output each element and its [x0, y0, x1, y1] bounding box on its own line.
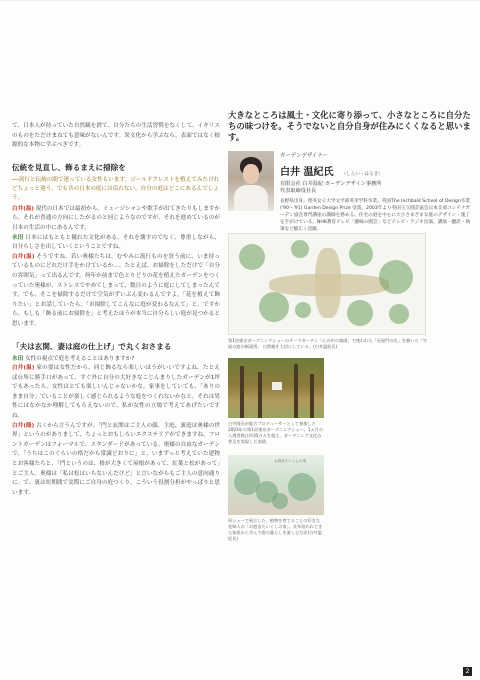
intro-paragraph: て、日本人が持っていた自然観を捨て、自分たちの生活習慣をなくして、イギリスのものをただけまねても意味がないんです。異文化から学ぶなら、表面ではなく根源的な本物に学ぶべきです。 — [12, 123, 220, 149]
company-title: 代表取締役社長 — [280, 188, 317, 195]
speech-paragraph — [12, 422, 220, 499]
watercolor-shrub — [272, 493, 288, 509]
watercolor-caption: 同ショーで展示した、植物を育てることの好きな老婦人の「お庭またいくしの家」。長年培われてきた知恵から学んで庭の暮らしを楽しむ方法(白井温紀氏) — [228, 518, 323, 541]
pull-quote-headline: 大きなところは風土・文化に寄り添って、小さなところに自分たちの味つけを。そうでないと自分自身が住みにくくなると思います。 — [228, 110, 471, 142]
park-caption: 白井隆氏が総合プロデューサーとして参加した2003年の第1回東京ガーデニングショー。1ヵ月の入場者数は約35万人を超え、ガーデニング文化の普及を実現した実績。 — [228, 421, 324, 444]
park-photo — [228, 358, 324, 418]
speech-paragraph — [12, 355, 220, 365]
speech-text: 現代の日本では最初から、ミュージシャンや歌手が出てきたりもしますから、それが普通の方向にしたがるのと同じようなのですが、それを進めているのが日本の生活の中にあるんです。 — [12, 205, 220, 231]
speaker-label: 永田 — [12, 234, 24, 241]
profile-company — [280, 181, 470, 196]
park-tree-trunk — [258, 372, 262, 418]
park-tree-trunk — [240, 366, 244, 418]
section-heading-tradition: 伝統を見直し、飾るまえに掃除を — [12, 162, 126, 172]
profile-bio: 長野県出身。豊英女子大学文学部英米学科卒業。英国The Inchbald School of Design卒業('90〜'91) Garden Design Prize 受賞。2003年より英国王立園芸協会日本支部コンテナガーデン協会専門講座の講師を務める。住宅の庭を中心に大小さまざまな庭のデザイン・施工を手がけている。NHK教育テレビ「趣味の園芸」などテレビ・ラジオ出演、講演・翻訳・執筆など幅広く活躍。 — [280, 198, 470, 232]
speaker-label: 白井(隆) — [12, 422, 35, 429]
garden-plan-illustration — [228, 233, 426, 335]
section-heading-roles: 「夫は玄関、妻は庭の仕上げ」で丸くおさまる — [12, 341, 172, 351]
park-sign — [272, 382, 282, 390]
designer-profile — [228, 151, 472, 232]
portrait-body — [234, 185, 268, 211]
plan-caption: 第1回東京ガーデニングショーのテーマガーデン「心の中の楽園」で使われた「長屋門の先」を描いた「竹屋の庭の断面図」 自然観を大切にしている。(白井温紀氏) — [228, 338, 428, 349]
profile-kana: （しらい・はるき） — [341, 172, 383, 177]
portrait-face — [243, 164, 259, 184]
speech-paragraph — [12, 364, 220, 422]
speaker-label: 永田 — [12, 355, 24, 362]
speech-paragraph — [12, 253, 220, 330]
section-lead: ──流行と伝統の間で迷っている女性もいます。ゴールドクレストを植えてみたけれどちょっと違う、でも昔の日本の庭には戻れない。自分の庭はどこにあるんでしょう。 — [12, 176, 220, 201]
plan-tree — [349, 242, 373, 266]
profile-name: 白井 温紀氏 — [280, 167, 334, 178]
speech-text: 女性の視点で庭を考えることはありますか? — [24, 355, 135, 362]
watercolor-title: お庭またいくしの家 — [274, 459, 307, 463]
speech-text: そうですね。若い奥様たちは、むやみに流行ものを買う前に、いま持っているものにどれだけ手をかけているか…。たとえば、お掃除をしただけで「自分の雰囲気」って出るんです。何年か前まで色とりどりの花を植えたガーデンをつくっていた奥様が、ストレスでやめてしまって、数日のように庭にしてしまったんです。でも、そこを掃除するだけで空気がずいぶん変わるんですよ。「花を植えて飾りたい」とお話していたら、「お掃除してこんなに庭が変わるなんて」と。ですから、もしも「飾る前にお掃除を」と考えたほうが本当に自分らしい庭が見つかると思います。 — [12, 253, 220, 327]
portrait-photo — [228, 151, 274, 211]
park-tree-trunk — [310, 374, 314, 418]
left-column — [12, 122, 220, 498]
company-name: 有限会社 白井温紀 ガーデンデザイン事務所 — [280, 181, 382, 187]
watercolor-shrub — [288, 473, 316, 501]
speech-text: 日本にはもともと優れた文化がある。それを壊すのでなく、尊重しながら、自分らしさを出していくということですね。 — [12, 234, 220, 251]
speaker-label: 白井(温) — [12, 253, 35, 260]
plan-tree — [347, 300, 373, 326]
speech-text: 家の要は女性だから、同じ飾るなら楽しいほうがいいですよね。たとえば台所に勝手口があって、すぐ外に自分の大好きなこじんまりしたガーデンが1坪でもあったら、女性はとても楽しいんじゃないかな。家事をしていても、「ありのまま自分」でいることが楽しく感じられるような庭をつくれないかなと。それは男性にはなかなか理解してもらえないので、私が女性の立場で考えてあげたいですね。 — [12, 365, 220, 420]
plan-path — [315, 248, 341, 318]
watercolor-illustration — [228, 455, 324, 515]
park-tree-trunk — [294, 364, 298, 418]
speaker-label: 白井(温) — [12, 365, 35, 372]
right-column — [228, 110, 472, 542]
plan-tree — [291, 240, 309, 258]
speech-text: 古くから言うんですが、「門と玄関はご主人の顔、主庭、裏庭は奥様の世界」というのがありまして、ちょっとおもしろいエクステリアができますね。フロントガーデンはフォーマルで、スタンダードがあっている。奥様の自由なガーデンで、「うちはこのぐらいの格だから常識どおりに」と、いまずっと考えていた建物とお客様たちと、「門というのは、格が大きくて屋根があって、紅葉と松があって」とご主人。奥様は「私は松はいらないんだけど」と言いながらもご主人の意向通りに。で、裏は短期間で実際にご自身の庭つくり。こういう役割分担がやっぱりと思います。 — [12, 422, 221, 496]
plan-tree — [379, 260, 413, 294]
speaker-label: 白井(温) — [12, 205, 34, 212]
plan-tree — [389, 304, 409, 324]
profile-text — [280, 151, 470, 233]
top-border — [0, 0, 480, 1]
plan-tree — [295, 302, 311, 318]
speech-paragraph — [12, 234, 220, 253]
plan-tree — [239, 244, 265, 270]
speech-paragraph — [12, 205, 220, 234]
page-number: 2 — [463, 667, 472, 676]
plan-tree — [259, 292, 289, 322]
profile-name-row — [280, 160, 470, 179]
profile-role: ガーデンデザイナー — [280, 153, 329, 159]
